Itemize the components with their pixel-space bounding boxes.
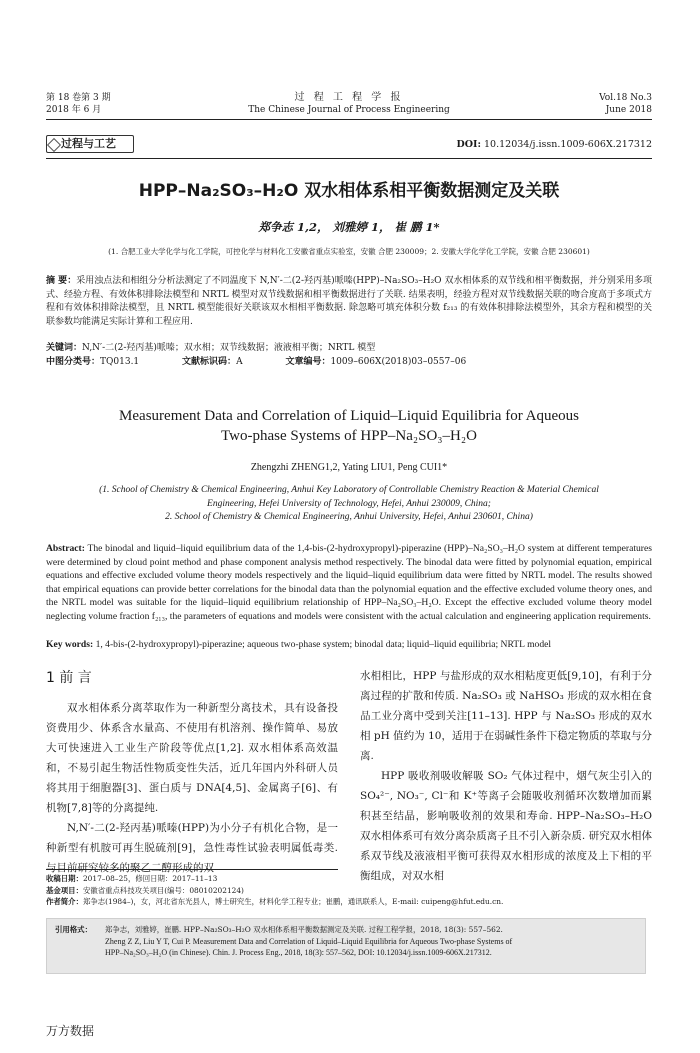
citation-body <box>105 924 635 959</box>
received-line <box>46 873 652 885</box>
keywords-en-text: 1, 4-bis-(2-hydroxypropyl)-piperazine; aqueous two-phase system; binodal data; liquid–liquid equilibria; NRTL model <box>95 639 552 650</box>
keywords-cn-text: N,N′-二(2-羟丙基)哌嗪；双水相；双节线数据；液液相平衡；NRTL 模型 <box>82 343 376 353</box>
title-en <box>46 406 652 446</box>
article-no-label: 文章编号： <box>285 357 331 367</box>
abstract-en-text: The binodal and liquid–liquid equilibrium data of the 1,4-bis-(2-hydroxypropyl)-piperazine (HPP)–Na₂SO₃–H₂O system at different temperatures were determined by cloud point method and phase component analysis method respectively. The binodal data were fitted by polynomial equation, empirical equations and effective excluded volume theory models respectively and the liquid–liquid equilibrium data were fitted by NRTL model. The results showed that empirical equations can provide better correlations for the binodal data than the polynomial equation and the effective excluded volume theory ones, and the NRTL model was suitable for the liquid–liquid equilibrium relationship of HPP–Na₂SO₃–H₂O. Except the effective excluded volume theory model neglecting volume fraction f₂₁₃, the parameters of equations and models were consistent with the actual calculation and engineering application requirements. <box>46 543 652 622</box>
affiliation-en-line2: Engineering, Hefei University of Technology, Hefei, Anhui 230009, China; <box>207 498 491 509</box>
body-right-column <box>360 666 652 886</box>
abstract-cn-text: 采用浊点法和相组分分析法测定了不同温度下 N,N′-二(2-羟丙基)哌嗪(HPP)–Na₂SO₃–H₂O 双水相体系的双节线和相平衡数据，并分别采用多项式、经验方程、有效体积排除法模型和 NRTL 模型对双节线数据和相平衡数据进行了关联. 结果表明，经验方程对双节线数据关联的吻合度高于多项式方程和有效体积排除法模型，且 NRTL 模型能很好关联该双水相相平衡数据. 除忽略可填充体积分数 f₂₁₃ 的有效体积排除法模型外，其余方程和模型的关联参数均能满足实际计算和工程应用. <box>46 276 652 327</box>
title-en-line1: Measurement Data and Correlation of Liquid–Liquid Equilibria for Aqueous <box>119 408 579 424</box>
doi-value[interactable]: 10.12034/j.issn.1009-606X.217312 <box>484 139 652 150</box>
citation-label: 引用格式： <box>55 925 92 934</box>
section-1-title: 1 前 言 <box>46 670 92 686</box>
fund-line <box>46 885 652 897</box>
doc-code-label: 文献标识码： <box>182 357 237 367</box>
fund-value: 安徽省重点科技攻关项目(编号：08010202124) <box>82 885 244 895</box>
journal-name-cn: 过 程 工 程 学 报 <box>294 92 404 103</box>
publish-date: 2018 年 6 月 <box>46 105 102 115</box>
doi-rule <box>46 158 652 159</box>
volume-issue-en: Vol.18 No.3 <box>599 93 652 103</box>
author-bio-line <box>46 896 652 908</box>
affiliation-en-line3: 2. School of Chemistry & Chemical Engineering, Anhui University, Hefei, Anhui 230601, China) <box>165 512 533 522</box>
citation-cn: 郑争志，刘雅婷，崔鹏. HPP–Na₂SO₃–H₂O 双水相体系相平衡数据测定及关联. 过程工程学报，2018, 18(3): 557–562. <box>105 925 503 934</box>
keywords-en <box>46 638 652 652</box>
abstract-cn-label: 摘 要： <box>46 276 77 286</box>
doi-line <box>457 139 653 150</box>
doc-code-value: A <box>236 357 243 367</box>
author-bio-value: 郑争志(1984–)，女，河北省东光县人，博士研究生，材料化学工程专业；崔鹏，通讯联系人，E-mail: cuipeng@hfut.edu.cn. <box>82 897 504 906</box>
body-left-column <box>46 666 338 878</box>
keywords-cn-label: 关键词： <box>46 343 83 353</box>
received-value: 2017–08–25，修回日期：2017–11–13 <box>82 874 218 883</box>
body-paragraph: N,N′-二(2-羟丙基)哌嗪(HPP)为小分子有机化合物，是一种新型有机胺可再生脱硫剂[9]，急性毒性试验表明属低毒类. 与目前研究较多的聚乙二醇形成的双 <box>46 822 338 874</box>
affiliation-en-line1: (1. School of Chemistry & Chemical Engineering, Anhui Key Laboratory of Controllable Chemistry Reaction & Material Chemical <box>99 485 599 495</box>
clc-label: 中图分类号： <box>46 357 101 367</box>
journal-name-en: The Chinese Journal of Process Engineering <box>248 105 450 115</box>
authors-cn: 郑争志 1,2， 刘雅婷 1， 崔 鹏 1* <box>258 220 440 234</box>
header-right <box>599 92 652 116</box>
volume-issue: 第 18 卷第 3 期 <box>46 93 111 103</box>
doi-label: DOI: <box>456 139 481 150</box>
keywords-en-label: Key words: <box>46 639 94 650</box>
citation-en-line2: HPP–Na₂SO₃–H₂O (in Chinese). Chin. J. Process Eng., 2018, 18(3): 557–562, DOI: 10.12034/j.issn.1009-606X.217312. <box>105 948 492 957</box>
body-paragraph: 水相相比，HPP 与盐形成的双水相粘度更低[9,10]，有利于分离过程的扩散和传质. Na₂SO₃ 或 NaHSO₃ 形成的双水相在食品工业分离中受到关注[11–13]. HPP 与 Na₂SO₃ 形成的双水相 pH 值约为 10，适用于在弱碱性条件下稳定物质的萃取与分离. <box>360 670 652 762</box>
author-bio-label: 作者简介： <box>46 897 83 906</box>
abstract-cn <box>46 275 652 329</box>
header-center <box>46 92 652 116</box>
body-paragraph: 双水相体系分离萃取作为一种新型分离技术，具有设备投资费用少、体系含水量高、不使用有机溶剂、操作简单、易放大可快速进入工业生产阶段等优点[1,2]. 双水相体系高效温和，不易引起生物活性物质变性失活，近几年国内外科研人员将其用于细胞器[3]、蛋白质与 DNA[4,5]、金属离子[6]、有机物[7,8]等的分离提纯. <box>46 702 338 814</box>
title-en-line2: Two-phase Systems of HPP–Na₂SO₃–H₂O <box>221 428 477 444</box>
citation-en-line1: Zheng Z Z, Liu Y T, Cui P. Measurement Data and Correlation of Liquid–Liquid Equilibria for Aqueous Two-phase Systems of <box>105 936 513 946</box>
article-no-value: 1009–606X(2018)03–0557–06 <box>330 357 467 367</box>
column-label-box <box>46 134 134 154</box>
authors-en: Zhengzhi ZHENG1,2, Yating LIU1, Peng CUI1* <box>250 462 448 473</box>
watermark: 万方数据 <box>46 1024 95 1038</box>
clc-value: TQ013.1 <box>100 357 140 367</box>
body-paragraph: HPP 吸收剂吸收解吸 SO₂ 气体过程中，烟气灰尘引入的 SO₄²⁻, NO₃⁻, Cl⁻和 K⁺等离子会随吸收剂循环次数增加而累积甚至结晶，影响吸收剂的效果和寿命. HPP–Na₂SO₃–H₂O 双水相体系可有效分离杂质离子且不引入新杂质. 研究双水相体系双节线及液液相平衡可获得双水相形成的浓度及上下相的平衡组成，对双水相 <box>360 770 652 882</box>
publish-date-en: June 2018 <box>605 105 652 115</box>
affiliation-cn: (1. 合肥工业大学化学与化工学院，可控化学与材料化工安徽省重点实验室，安徽 合肥 230009；2. 安徽大学化学化工学院，安徽 合肥 230601) <box>108 247 590 256</box>
received-label: 收稿日期： <box>46 874 83 883</box>
abstract-en <box>46 542 652 624</box>
citation-box <box>46 918 646 974</box>
footnotes <box>46 873 652 908</box>
footnote-rule <box>46 869 338 870</box>
fund-label: 基金项目： <box>46 885 83 895</box>
keywords-cn <box>46 342 652 356</box>
title-cn: HPP–Na₂SO₃–H₂O 双水相体系相平衡数据测定及关联 <box>138 181 560 201</box>
affiliation-en <box>46 484 652 525</box>
abstract-en-label: Abstract: <box>46 543 85 554</box>
column-label: 过程与工艺 <box>46 135 134 153</box>
header-rule <box>46 119 652 120</box>
classification-line <box>46 356 652 370</box>
